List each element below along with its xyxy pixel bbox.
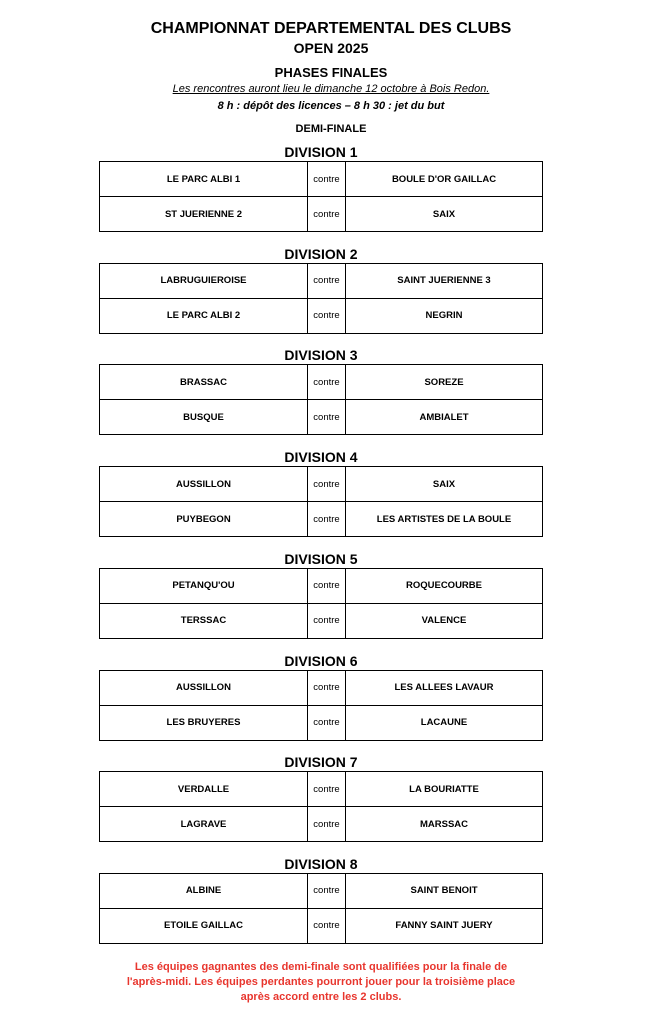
venue-notice: Les rencontres auront lieu le dimanche 12 octobre à Bois Redon.: [172, 83, 490, 95]
away-team: SAINT BENOIT: [346, 873, 543, 908]
home-team: AUSSILLON: [100, 670, 308, 705]
home-team: LAGRAVE: [100, 807, 308, 842]
division-title: DIVISION 4: [284, 449, 358, 466]
division-title: DIVISION 8: [284, 855, 358, 872]
footer-line-3: après accord entre les 2 clubs.: [240, 991, 402, 1003]
footer-note: [0, 960, 642, 1005]
match-row: [100, 568, 543, 603]
away-team: LES ALLEES LAVAUR: [346, 670, 543, 705]
match-table: [99, 364, 543, 435]
home-team: AUSSILLON: [100, 467, 308, 502]
match-table: [99, 670, 543, 741]
match-row: [100, 705, 543, 740]
versus-label: contre: [308, 873, 346, 908]
away-team: ROQUECOURBE: [346, 568, 543, 603]
away-team: LA BOURIATTE: [346, 772, 543, 807]
document-subtitle: OPEN 2025: [293, 40, 369, 56]
match-table: [99, 873, 543, 944]
away-team: BOULE D'OR GAILLAC: [346, 162, 543, 197]
match-row: [100, 162, 543, 197]
away-team: MARSSAC: [346, 807, 543, 842]
away-team: SAIX: [346, 197, 543, 232]
match-row: [100, 365, 543, 400]
match-row: [100, 197, 543, 232]
away-team: SOREZE: [346, 365, 543, 400]
away-team: SAINT JUERIENNE 3: [346, 263, 543, 298]
home-team: LABRUGUIEROISE: [100, 263, 308, 298]
division-title: DIVISION 5: [284, 550, 358, 567]
versus-label: contre: [308, 400, 346, 435]
versus-label: contre: [308, 908, 346, 943]
match-row: [100, 908, 543, 943]
away-team: AMBIALET: [346, 400, 543, 435]
versus-label: contre: [308, 467, 346, 502]
home-team: PUYBEGON: [100, 502, 308, 537]
versus-label: contre: [308, 197, 346, 232]
home-team: ST JUERIENNE 2: [100, 197, 308, 232]
footer-line-1: Les équipes gagnantes des demi-finale sont qualifiées pour la finale de: [134, 961, 508, 973]
away-team: NEGRIN: [346, 298, 543, 333]
division-title: DIVISION 6: [284, 652, 358, 669]
versus-label: contre: [308, 772, 346, 807]
match-table: [99, 263, 543, 334]
match-row: [100, 772, 543, 807]
phase-heading: PHASES FINALES: [274, 65, 388, 80]
match-row: [100, 603, 543, 638]
home-team: VERDALLE: [100, 772, 308, 807]
away-team: LACAUNE: [346, 705, 543, 740]
division-title: DIVISION 2: [284, 245, 358, 262]
home-team: BUSQUE: [100, 400, 308, 435]
home-team: ETOILE GAILLAC: [100, 908, 308, 943]
match-table: [99, 161, 543, 232]
footer-line-2: l'après-midi. Les équipes perdantes pourront jouer pour la troisième place: [126, 976, 516, 988]
versus-label: contre: [308, 502, 346, 537]
away-team: LES ARTISTES DE LA BOULE: [346, 502, 543, 537]
home-team: ALBINE: [100, 873, 308, 908]
match-row: [100, 502, 543, 537]
match-table: [99, 568, 543, 639]
schedule-notice: 8 h : dépôt des licences – 8 h 30 : jet du but: [217, 100, 445, 112]
versus-label: contre: [308, 365, 346, 400]
division-title: DIVISION 1: [284, 144, 358, 160]
match-row: [100, 263, 543, 298]
home-team: LES BRUYERES: [100, 705, 308, 740]
match-row: [100, 670, 543, 705]
match-row: [100, 467, 543, 502]
versus-label: contre: [308, 807, 346, 842]
division-title: DIVISION 7: [284, 754, 358, 771]
home-team: LE PARC ALBI 1: [100, 162, 308, 197]
match-row: [100, 873, 543, 908]
away-team: FANNY SAINT JUERY: [346, 908, 543, 943]
match-table: [99, 771, 543, 842]
versus-label: contre: [308, 298, 346, 333]
versus-label: contre: [308, 670, 346, 705]
match-row: [100, 298, 543, 333]
versus-label: contre: [308, 162, 346, 197]
away-team: SAIX: [346, 467, 543, 502]
versus-label: contre: [308, 705, 346, 740]
home-team: LE PARC ALBI 2: [100, 298, 308, 333]
versus-label: contre: [308, 603, 346, 638]
stage-heading: DEMI-FINALE: [295, 123, 367, 135]
home-team: PETANQU'OU: [100, 568, 308, 603]
match-row: [100, 807, 543, 842]
match-table: [99, 466, 543, 537]
home-team: BRASSAC: [100, 365, 308, 400]
away-team: VALENCE: [346, 603, 543, 638]
home-team: TERSSAC: [100, 603, 308, 638]
versus-label: contre: [308, 263, 346, 298]
division-title: DIVISION 3: [284, 347, 358, 364]
versus-label: contre: [308, 568, 346, 603]
document-title: CHAMPIONNAT DEPARTEMENTAL DES CLUBS: [150, 20, 512, 37]
match-row: [100, 400, 543, 435]
